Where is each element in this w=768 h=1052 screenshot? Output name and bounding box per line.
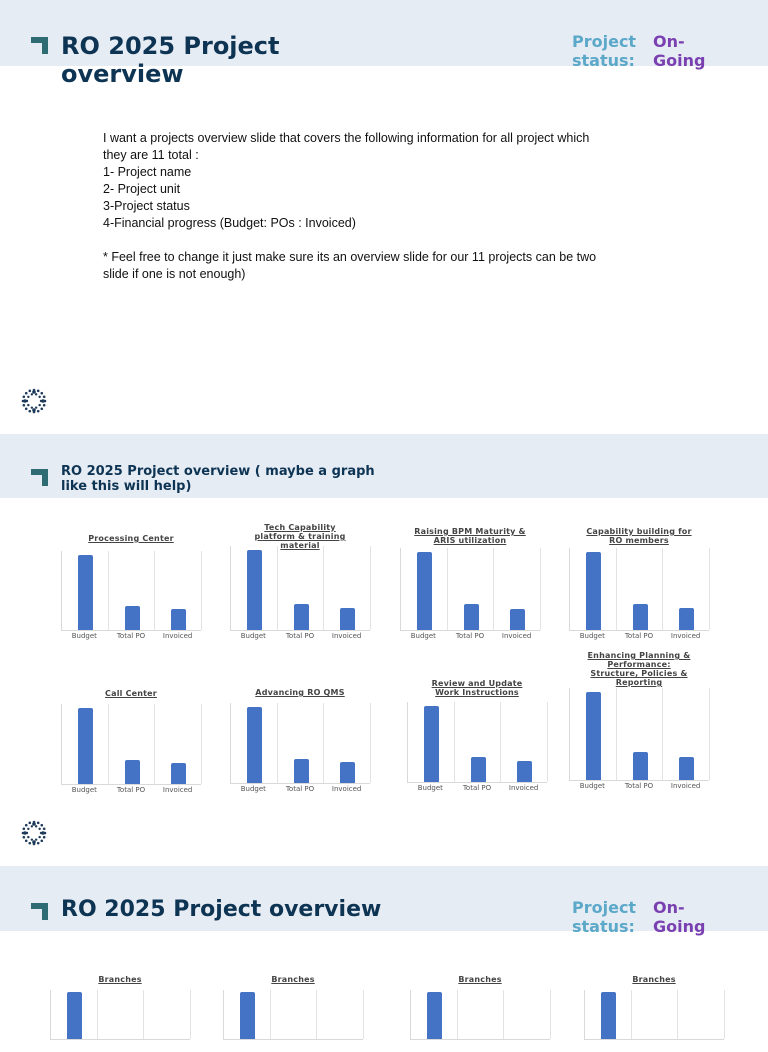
gridline (316, 990, 317, 1039)
axis-tick-label: Budget (579, 632, 605, 640)
page-title: RO 2025 Project overview (61, 897, 382, 922)
plot-area (223, 990, 363, 1040)
bar-total-po (125, 760, 140, 784)
bar-budget (240, 992, 255, 1039)
plot-area (61, 551, 201, 631)
gridline (631, 990, 632, 1039)
corner-bracket-icon (31, 37, 48, 54)
bar-total-po (633, 604, 648, 630)
bar-budget (247, 707, 262, 783)
axis-tick-label: Invoiced (670, 782, 701, 790)
slide-1 (0, 0, 768, 430)
bar-budget (78, 708, 93, 784)
gridline (190, 990, 191, 1039)
bar-budget (247, 550, 262, 630)
axis-tick-label: Budget (410, 632, 436, 640)
project-bar-chart (569, 651, 709, 793)
request-text-line: slide if one is not enough) (103, 267, 246, 281)
bar-total-po (294, 759, 309, 783)
project-bar-chart (410, 975, 550, 1052)
gridline (270, 990, 271, 1039)
chart-title: Capability building for RO members (586, 527, 692, 545)
corner-bracket-icon (31, 469, 48, 486)
request-text-line: * Feel free to change it just make sure its an overview slide for our 11 projects can be two (103, 250, 597, 264)
gridline (154, 551, 155, 630)
status-label: Project status: (572, 32, 637, 70)
plot-area (61, 704, 201, 785)
axis-tick-label: Invoiced (331, 785, 362, 793)
axis-tick-label: Invoiced (508, 784, 539, 792)
chart-title: Branches (632, 975, 676, 984)
gridline (454, 702, 455, 782)
project-bar-chart (407, 679, 547, 795)
axis-tick-label: Total PO (462, 784, 492, 792)
gridline (323, 703, 324, 783)
gridline (143, 990, 144, 1039)
project-bar-chart (400, 527, 540, 643)
bar-invoiced (517, 761, 532, 782)
request-text (103, 130, 643, 283)
axis-tick-label: Total PO (455, 632, 485, 640)
gridline (547, 702, 548, 782)
gridline (677, 990, 678, 1039)
bar-invoiced (171, 609, 186, 630)
axis-tick-label: Total PO (285, 632, 315, 640)
gridline (500, 702, 501, 782)
gridline (550, 990, 551, 1039)
bar-budget (427, 992, 442, 1039)
bar-total-po (633, 752, 648, 780)
plot-area (569, 688, 709, 781)
bar-budget (78, 555, 93, 630)
plot-area (569, 548, 709, 631)
gridline (277, 703, 278, 783)
gridline (503, 990, 504, 1039)
plot-area (50, 990, 190, 1040)
project-bar-chart (61, 689, 201, 797)
request-text-line: 1- Project name (103, 165, 192, 179)
gridline (97, 990, 98, 1039)
request-text-line (103, 232, 643, 249)
request-text-line: they are 11 total : (103, 148, 199, 162)
axis-tick-label: Total PO (624, 782, 654, 790)
gridline (201, 551, 202, 630)
request-text-line: 3-Project status (103, 199, 190, 213)
chart-title: Advancing RO QMS (255, 688, 345, 697)
chart-title: Review and Update Work Instructions (431, 679, 523, 697)
plot-area (230, 703, 370, 784)
bar-invoiced (510, 609, 525, 630)
gridline (370, 546, 371, 630)
bar-budget (417, 552, 432, 630)
plot-area (407, 702, 547, 783)
axis-tick-label: Invoiced (162, 632, 193, 640)
project-bar-chart (584, 975, 724, 1052)
gridline (201, 704, 202, 784)
axis-tick-label: Invoiced (331, 632, 362, 640)
gridline (493, 548, 494, 630)
gridline (616, 548, 617, 630)
page-title: RO 2025 Project overview ( maybe a graph like this will help) (61, 464, 375, 494)
gridline (108, 551, 109, 630)
gridline (277, 546, 278, 630)
bar-budget (67, 992, 82, 1039)
axis-tick-label: Invoiced (162, 786, 193, 794)
axis-tick-label: Invoiced (670, 632, 701, 640)
chart-title: Processing Center (88, 534, 174, 543)
axis-tick-label: Budget (240, 785, 266, 793)
chart-title: Branches (98, 975, 142, 984)
plot-area (410, 990, 550, 1040)
gridline (108, 704, 109, 784)
axis-tick-label: Total PO (624, 632, 654, 640)
slide-2 (0, 434, 768, 862)
bar-budget (586, 692, 601, 780)
bar-budget (601, 992, 616, 1039)
status-label: Project status: (572, 898, 637, 936)
bar-invoiced (340, 608, 355, 630)
gridline (154, 704, 155, 784)
bar-total-po (471, 757, 486, 782)
axis-tick-label: Total PO (285, 785, 315, 793)
bar-invoiced (171, 763, 186, 784)
company-logo-icon (21, 820, 47, 846)
corner-bracket-icon (31, 903, 48, 920)
project-bar-chart (230, 688, 370, 796)
axis-tick-label: Budget (71, 632, 97, 640)
gridline (370, 703, 371, 783)
gridline (616, 688, 617, 780)
project-bar-chart (230, 523, 370, 643)
chart-title: Branches (271, 975, 315, 984)
gridline (457, 990, 458, 1039)
gridline (662, 548, 663, 630)
plot-area (400, 548, 540, 631)
chart-title: Tech Capability platform & training material (254, 523, 346, 550)
gridline (447, 548, 448, 630)
bar-total-po (125, 606, 140, 630)
axis-tick-label: Total PO (116, 632, 146, 640)
project-bar-chart (223, 975, 363, 1052)
status-value: On-Going (653, 32, 706, 70)
request-text-line: 2- Project unit (103, 182, 181, 196)
bar-total-po (294, 604, 309, 630)
project-bar-chart (569, 527, 709, 643)
company-logo-icon (21, 388, 47, 414)
chart-title: Raising BPM Maturity & ARIS utilization (414, 527, 526, 545)
gridline (323, 546, 324, 630)
gridline (709, 688, 710, 780)
request-text-line: I want a projects overview slide that covers the following information for all project which (103, 131, 590, 145)
axis-tick-label: Budget (240, 632, 266, 640)
chart-title: Call Center (105, 689, 157, 698)
axis-tick-label: Budget (417, 784, 443, 792)
gridline (363, 990, 364, 1039)
axis-tick-label: Budget (579, 782, 605, 790)
chart-title: Branches (458, 975, 502, 984)
bar-invoiced (679, 608, 694, 630)
plot-area (230, 546, 370, 631)
project-bar-chart (50, 975, 190, 1052)
gridline (540, 548, 541, 630)
axis-tick-label: Budget (71, 786, 97, 794)
page-title: RO 2025 Project overview (61, 32, 280, 88)
axis-tick-label: Total PO (116, 786, 146, 794)
gridline (662, 688, 663, 780)
gridline (724, 990, 725, 1039)
axis-tick-label: Invoiced (501, 632, 532, 640)
plot-area (584, 990, 724, 1040)
status-value: On-Going (653, 898, 706, 936)
bar-invoiced (340, 762, 355, 783)
bar-invoiced (679, 757, 694, 780)
request-text-line: 4-Financial progress (Budget: POs : Invoiced) (103, 216, 356, 230)
gridline (709, 548, 710, 630)
bar-total-po (464, 604, 479, 630)
bar-budget (424, 706, 439, 782)
chart-title: Enhancing Planning & Performance: Structure, Policies & Reporting (587, 651, 691, 687)
bar-budget (586, 552, 601, 630)
project-bar-chart (61, 534, 201, 643)
